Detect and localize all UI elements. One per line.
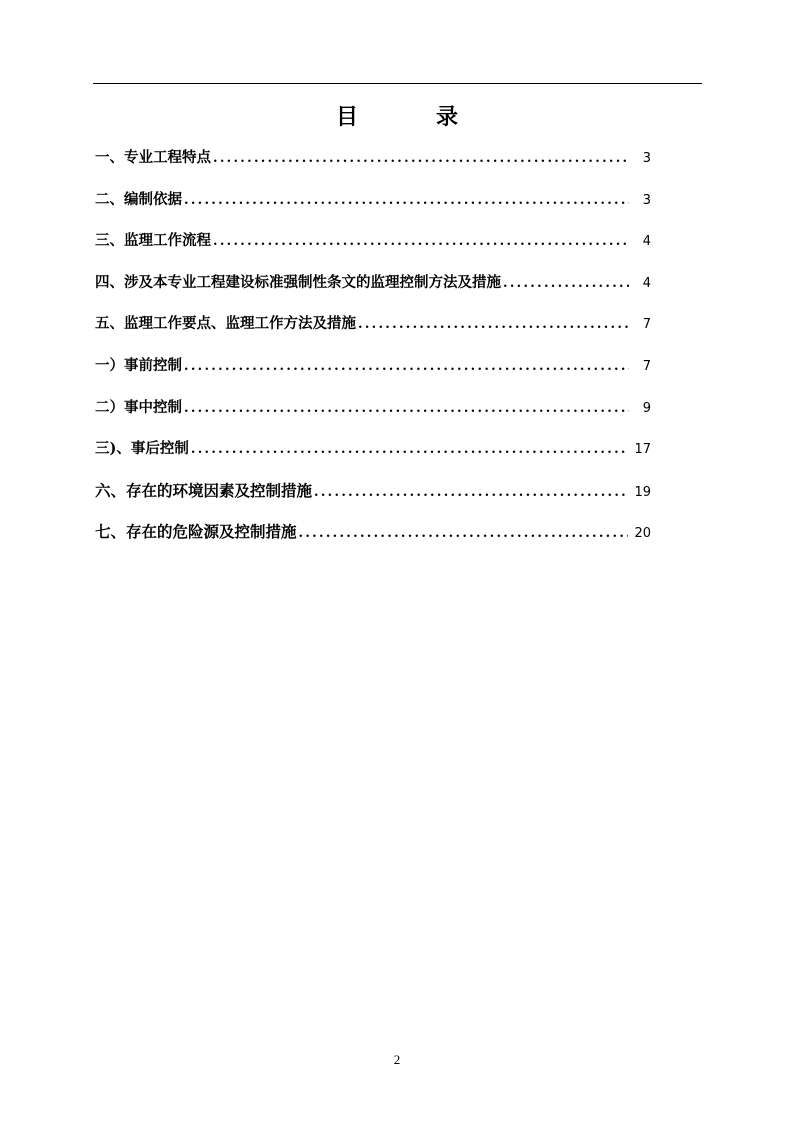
toc-entry-3[interactable]: [95, 230, 651, 272]
page-number: 2: [393, 1052, 401, 1067]
toc-entry-7[interactable]: [95, 397, 651, 439]
toc-dot-leader: [501, 273, 629, 295]
toc-entry-label: 一、专业工程特点: [95, 149, 211, 166]
toc-entry-4[interactable]: [95, 272, 651, 314]
toc-dot-leader: [182, 190, 629, 212]
toc-entry-label: 一）事前控制: [95, 356, 182, 374]
toc-entry-label: 三、监理工作流程: [95, 232, 211, 250]
toc-entry-page: 20: [634, 526, 651, 542]
toc-list: [95, 147, 651, 563]
toc-entry-page: 4: [642, 234, 651, 250]
header-rule: [93, 83, 702, 84]
toc-dot-leader: [211, 148, 629, 170]
toc-dot-leader: [211, 231, 629, 253]
toc-entry-1[interactable]: [95, 147, 651, 189]
toc-dot-leader: [356, 314, 629, 336]
toc-entry-page: 19: [634, 484, 651, 500]
toc-entry-label: 七、存在的危险源及控制措施: [95, 522, 297, 542]
toc-title: 目 录: [335, 104, 486, 130]
toc-dot-leader: [182, 398, 629, 420]
toc-entry-label: 五、监理工作要点、监理工作方法及措施: [95, 315, 356, 333]
toc-entry-page: 4: [642, 275, 651, 291]
toc-entry-page: 7: [642, 358, 651, 374]
toc-entry-2[interactable]: [95, 189, 651, 231]
toc-entry-8[interactable]: [95, 438, 651, 480]
toc-entry-label: 三)、事后控制: [95, 440, 189, 458]
toc-entry-9[interactable]: [95, 480, 651, 522]
toc-entry-6[interactable]: [95, 355, 651, 397]
toc-entry-10[interactable]: [95, 521, 651, 563]
toc-entry-page: 17: [634, 442, 651, 458]
toc-entry-page: 3: [642, 192, 651, 208]
toc-entry-label: 二）事中控制: [95, 398, 182, 416]
toc-entry-5[interactable]: [95, 313, 651, 355]
toc-entry-label: 六、存在的环境因素及控制措施: [95, 480, 313, 500]
toc-dot-leader: [312, 482, 628, 504]
toc-entry-label: 四、涉及本专业工程建设标准强制性条文的监理控制方法及措施: [95, 273, 501, 291]
toc-dot-leader: [297, 523, 629, 545]
toc-entry-page: 3: [642, 151, 651, 166]
toc-entry-page: 9: [642, 400, 651, 416]
toc-entry-page: 7: [642, 317, 651, 333]
toc-dot-leader: [189, 439, 629, 461]
toc-dot-leader: [182, 356, 629, 378]
toc-entry-label: 二、编制依据: [95, 190, 182, 208]
